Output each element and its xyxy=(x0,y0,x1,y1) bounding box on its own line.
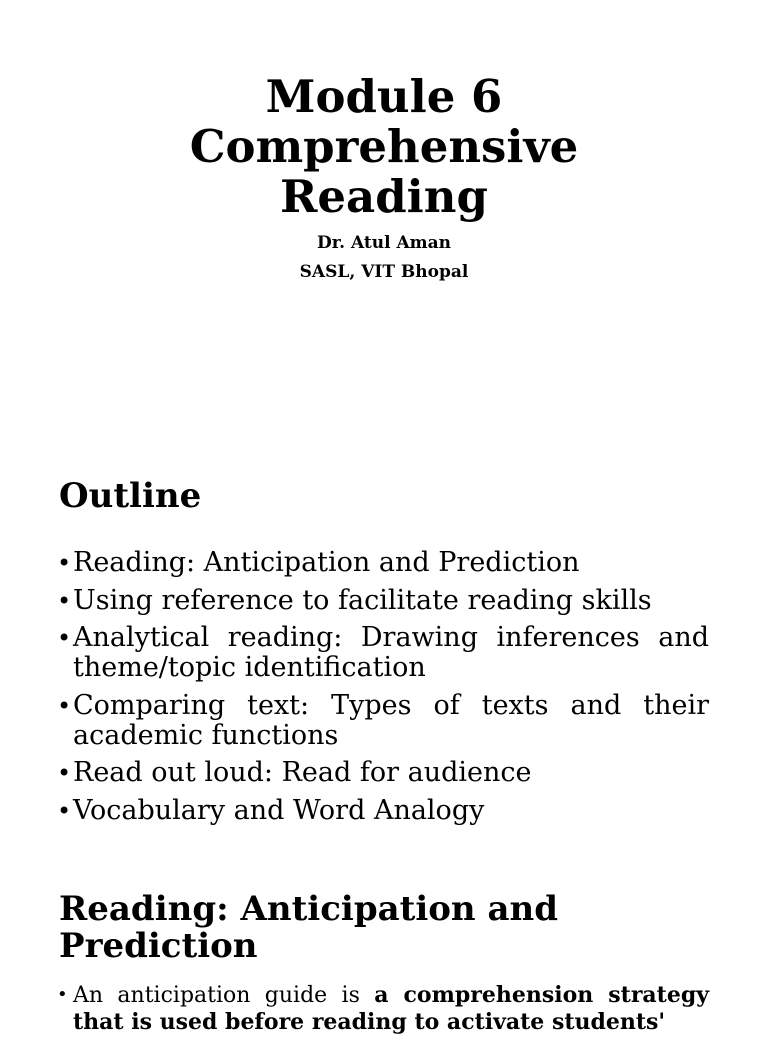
title-slide xyxy=(0,0,768,440)
list-item-text: Comparing text: Types of texts and their academic functions xyxy=(73,689,709,751)
list-item xyxy=(57,586,709,616)
bullet-icon: • xyxy=(57,796,72,825)
bullet-icon: • xyxy=(57,624,72,652)
list-item xyxy=(57,982,709,1036)
title-line-3: Reading xyxy=(280,170,488,223)
list-item-text: Read out loud: Read for audience xyxy=(73,757,532,788)
slide-subtitle xyxy=(0,229,768,287)
anticipation-heading xyxy=(59,891,739,965)
anticipation-list xyxy=(57,982,709,1044)
title-line-1: Module 6 xyxy=(265,70,503,123)
bullet-icon: • xyxy=(57,759,72,787)
list-item xyxy=(57,758,709,788)
bullet-icon: • xyxy=(57,549,72,577)
list-item-text: Analytical reading: Drawing inferences and theme/topic identification xyxy=(73,622,709,683)
list-item xyxy=(57,548,709,578)
slide-title xyxy=(0,72,768,222)
bullet-icon: • xyxy=(57,984,68,1005)
list-item xyxy=(57,623,709,683)
anticipation-heading-line-1: Reading: Anticipation and xyxy=(59,889,559,929)
author-affiliation: SASL, VIT Bhopal xyxy=(299,262,469,282)
title-line-2: Comprehensive xyxy=(189,120,579,173)
list-item-bold-text: a comprehension strategy that is used before reading to activate students' xyxy=(73,982,709,1035)
bullet-icon: • xyxy=(57,691,72,720)
list-item-text: An anticipation guide is xyxy=(73,983,375,1008)
list-item xyxy=(57,796,709,826)
outline-heading: Outline xyxy=(59,476,202,516)
list-item-text: Reading: Anticipation and Prediction xyxy=(73,547,580,578)
author-name: Dr. Atul Aman xyxy=(316,233,451,253)
list-item-text: Using reference to facilitate reading skills xyxy=(73,584,652,616)
outline-list xyxy=(57,548,709,833)
bullet-icon: • xyxy=(57,586,72,615)
list-item-text: Vocabulary and Word Analogy xyxy=(73,794,485,826)
list-item xyxy=(57,691,709,751)
anticipation-heading-line-2: Prediction xyxy=(59,926,258,966)
